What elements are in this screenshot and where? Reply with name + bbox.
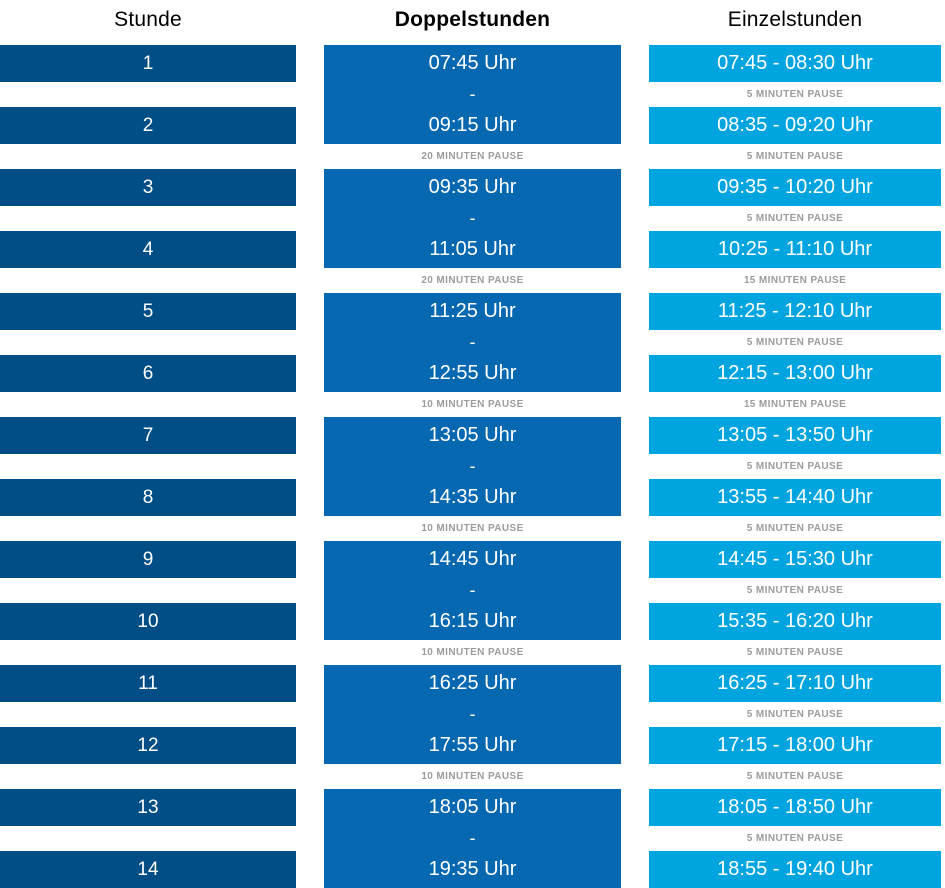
doppelstunde-start-time: 14:45 Uhr <box>428 548 517 570</box>
doppelstunde-separator: - <box>469 704 476 724</box>
stunde-bar: 12 <box>0 727 296 764</box>
doppelstunde-block <box>324 45 621 144</box>
column-header-stunde: Stunde <box>114 8 182 31</box>
doppelstunde-separator: - <box>469 84 476 104</box>
doppelstunde-end-time: 12:55 Uhr <box>428 362 517 384</box>
doppelstunde-separator: - <box>469 580 476 600</box>
einzelstunde-bar: 13:55 - 14:40 Uhr <box>649 479 941 516</box>
column-header-einzelstunden: Einzelstunden <box>727 8 863 31</box>
doppelstunde-end-time: 09:15 Uhr <box>428 114 517 136</box>
einzelstunde-bar: 16:25 - 17:10 Uhr <box>649 665 941 702</box>
stunde-bar: 7 <box>0 417 296 454</box>
doppelstunde-block <box>324 169 621 268</box>
pause-label: 10 MINUTEN PAUSE <box>421 523 524 534</box>
pause-label: 5 MINUTEN PAUSE <box>746 709 844 720</box>
pause-label: 5 MINUTEN PAUSE <box>746 585 844 596</box>
pause-label: 5 MINUTEN PAUSE <box>746 647 844 658</box>
pause-label: 5 MINUTEN PAUSE <box>746 461 844 472</box>
doppelstunde-block <box>324 541 621 640</box>
pause-label: 20 MINUTEN PAUSE <box>421 151 524 162</box>
einzelstunde-bar: 09:35 - 10:20 Uhr <box>649 169 941 206</box>
pause-label: 5 MINUTEN PAUSE <box>746 213 844 224</box>
doppelstunde-block <box>324 417 621 516</box>
doppelstunde-block <box>324 789 621 888</box>
einzelstunde-bar: 07:45 - 08:30 Uhr <box>649 45 941 82</box>
doppelstunde-separator: - <box>469 332 476 352</box>
doppelstunde-separator: - <box>469 828 476 848</box>
stunde-bar: 11 <box>0 665 296 702</box>
stunde-bar: 6 <box>0 355 296 392</box>
doppelstunde-separator: - <box>469 456 476 476</box>
doppelstunde-block <box>324 665 621 764</box>
doppelstunde-block <box>324 293 621 392</box>
einzelstunde-bar: 13:05 - 13:50 Uhr <box>649 417 941 454</box>
stunde-bar: 5 <box>0 293 296 330</box>
pause-label: 15 MINUTEN PAUSE <box>743 399 847 410</box>
pause-label: 5 MINUTEN PAUSE <box>746 89 844 100</box>
einzelstunde-bar: 10:25 - 11:10 Uhr <box>649 231 941 268</box>
einzelstunde-bar: 18:55 - 19:40 Uhr <box>649 851 941 888</box>
pause-label: 20 MINUTEN PAUSE <box>421 275 524 286</box>
doppelstunden-column <box>324 45 621 888</box>
doppelstunde-separator: - <box>469 208 476 228</box>
einzelstunden-column <box>649 45 941 888</box>
einzelstunde-bar: 14:45 - 15:30 Uhr <box>649 541 941 578</box>
stunde-bar: 3 <box>0 169 296 206</box>
einzelstunde-bar: 12:15 - 13:00 Uhr <box>649 355 941 392</box>
doppelstunde-end-time: 17:55 Uhr <box>428 734 517 756</box>
stunde-bar: 10 <box>0 603 296 640</box>
pause-label: 10 MINUTEN PAUSE <box>421 771 524 782</box>
pause-label: 5 MINUTEN PAUSE <box>746 337 844 348</box>
pause-label: 10 MINUTEN PAUSE <box>421 399 524 410</box>
einzelstunde-bar: 15:35 - 16:20 Uhr <box>649 603 941 640</box>
stunde-bar: 1 <box>0 45 296 82</box>
stunde-bar: 2 <box>0 107 296 144</box>
doppelstunde-start-time: 11:25 Uhr <box>429 300 516 322</box>
einzelstunde-bar: 17:15 - 18:00 Uhr <box>649 727 941 764</box>
doppelstunde-end-time: 11:05 Uhr <box>429 238 516 260</box>
einzelstunde-bar: 18:05 - 18:50 Uhr <box>649 789 941 826</box>
stunde-column <box>0 45 296 888</box>
doppelstunde-end-time: 14:35 Uhr <box>428 486 517 508</box>
doppelstunde-start-time: 07:45 Uhr <box>428 52 517 74</box>
stunde-bar: 9 <box>0 541 296 578</box>
doppelstunde-end-time: 16:15 Uhr <box>428 610 517 632</box>
pause-label: 5 MINUTEN PAUSE <box>746 523 844 534</box>
pause-label: 5 MINUTEN PAUSE <box>746 833 844 844</box>
doppelstunde-start-time: 09:35 Uhr <box>428 176 517 198</box>
doppelstunde-start-time: 13:05 Uhr <box>428 424 517 446</box>
pause-label: 15 MINUTEN PAUSE <box>743 275 847 286</box>
doppelstunde-end-time: 19:35 Uhr <box>428 858 517 880</box>
stunde-bar: 13 <box>0 789 296 826</box>
stunde-bar: 8 <box>0 479 296 516</box>
doppelstunde-start-time: 18:05 Uhr <box>428 796 517 818</box>
stunde-bar: 14 <box>0 851 296 888</box>
column-header-doppelstunden: Doppelstunden <box>394 8 551 31</box>
pause-label: 5 MINUTEN PAUSE <box>746 151 844 162</box>
pause-label: 10 MINUTEN PAUSE <box>421 647 524 658</box>
einzelstunde-bar: 08:35 - 09:20 Uhr <box>649 107 941 144</box>
pause-label: 5 MINUTEN PAUSE <box>746 771 844 782</box>
einzelstunde-bar: 11:25 - 12:10 Uhr <box>649 293 941 330</box>
doppelstunde-start-time: 16:25 Uhr <box>428 672 517 694</box>
stunde-bar: 4 <box>0 231 296 268</box>
